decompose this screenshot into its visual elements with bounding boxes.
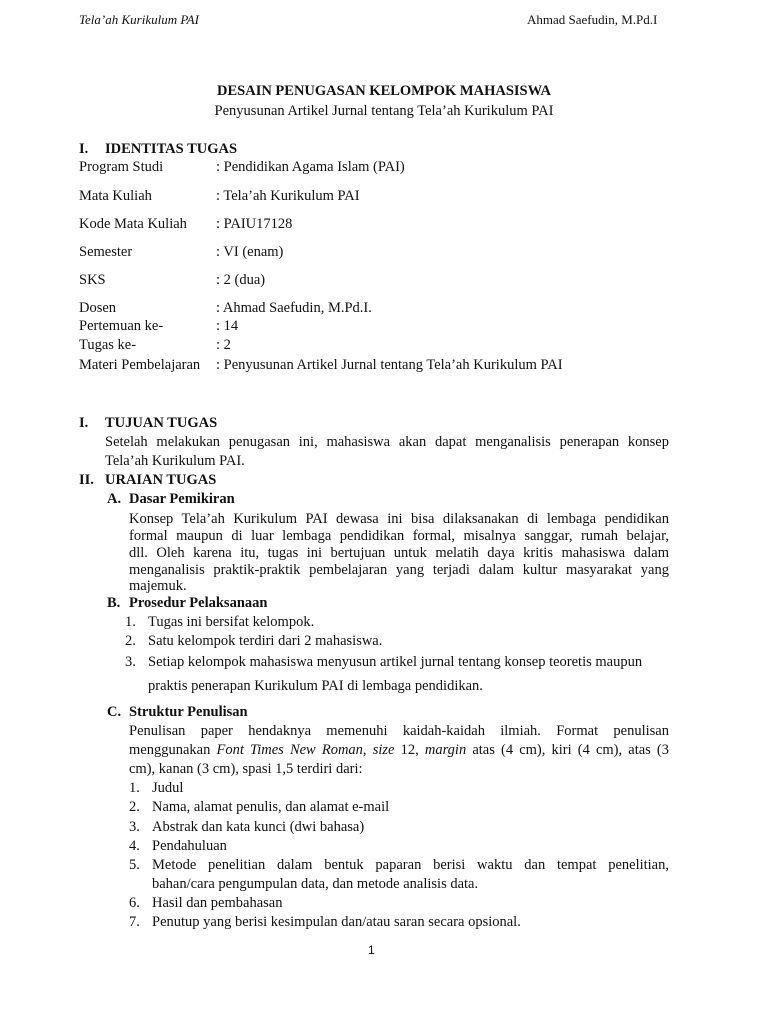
italic-margin-term: margin <box>424 742 467 758</box>
subsection-a-letter: A. <box>107 491 122 507</box>
list-item: Satu kelompok terdiri dari 2 mahasiswa. <box>148 633 383 649</box>
section-uraian-heading: URAIAN TUGAS <box>105 472 217 488</box>
section-uraian-number: II. <box>79 472 94 488</box>
identity-label: Dosen <box>79 300 117 316</box>
identity-value: : VI (enam) <box>216 244 284 260</box>
subsection-c-heading: Struktur Penulisan <box>129 704 248 720</box>
identity-label: SKS <box>79 272 106 288</box>
struktur-paragraph-line: Penulisan paper hendaknya memenuhi kaidah-kaidah ilmiah. Format penulisan <box>129 723 669 739</box>
subsection-b-heading: Prosedur Pelaksanaan <box>129 595 268 611</box>
header-left-title: Tela’ah Kurikulum PAI <box>79 12 199 27</box>
list-item: Pendahuluan <box>152 838 227 854</box>
list-item: Metode penelitian dalam bentuk paparan berisi waktu dan tempat penelitian, <box>152 857 669 873</box>
list-item-continuation: bahan/cara pengumpulan data, dan metode analisis data. <box>152 876 479 892</box>
dasar-paragraph-line: formal maupun di luar lembaga pendidikan formal, misalnya sanggar, rumah belajar, <box>129 528 669 544</box>
list-item-number: 1. <box>125 614 136 630</box>
subsection-b-letter: B. <box>107 595 121 611</box>
text-run: atas (4 cm), kiri (4 cm), atas (3 <box>466 742 670 758</box>
italic-font-spec: Font Times New Roman, size <box>216 742 395 758</box>
dasar-paragraph-line: majemuk. <box>129 578 187 594</box>
header-right-author: Ahmad Saefudin, M.Pd.I <box>527 12 658 27</box>
section-identitas-number: I. <box>79 141 89 157</box>
list-item-number: 1. <box>129 780 140 796</box>
identity-label: Kode Mata Kuliah <box>79 216 187 232</box>
identity-label: Program Studi <box>79 159 164 175</box>
list-item: Setiap kelompok mahasiswa menyusun artikel jurnal tentang konsep teoretis maupun <box>148 654 643 670</box>
identity-value: : Tela’ah Kurikulum PAI <box>216 188 360 204</box>
identity-label: Semester <box>79 244 133 260</box>
list-item-number: 7. <box>129 914 140 930</box>
list-item-number: 4. <box>129 838 140 854</box>
list-item: Hasil dan pembahasan <box>152 895 283 911</box>
identity-label: Pertemuan ke- <box>79 318 164 334</box>
page-number: 1 <box>368 943 375 957</box>
list-item-number: 3. <box>129 819 140 835</box>
struktur-paragraph-line: cm), kanan (3 cm), spasi 1,5 terdiri dari: <box>129 761 363 777</box>
list-item-number: 6. <box>129 895 140 911</box>
text-run: 12, <box>394 742 425 758</box>
list-item-number: 5. <box>129 857 140 873</box>
tujuan-paragraph-line: Setelah melakukan penugasan ini, mahasiswa akan dapat menganalisis penerapan konsep <box>105 434 669 450</box>
dasar-paragraph-line: dll. Oleh karena itu, tugas ini bertujuan untuk melatih daya kritis mahasiswa dalam <box>129 545 669 561</box>
list-item: Penutup yang berisi kesimpulan dan/atau saran secara opsional. <box>152 914 521 930</box>
identity-value: : Penyusunan Artikel Jurnal tentang Tela’ah Kurikulum PAI <box>216 357 563 373</box>
identity-value: : 2 <box>216 337 231 353</box>
section-identitas-heading: IDENTITAS TUGAS <box>105 141 238 157</box>
identity-label: Mata Kuliah <box>79 188 152 204</box>
list-item: Tugas ini bersifat kelompok. <box>148 614 315 630</box>
list-item: Nama, alamat penulis, dan alamat e-mail <box>152 799 390 815</box>
dasar-paragraph-line: Konsep Tela’ah Kurikulum PAI dewasa ini bisa dilaksanakan di lembaga pendidikan <box>129 511 669 527</box>
dasar-paragraph-line: menganalisis praktik-praktik pembelajaran yang terjadi dalam kultur masyarakat yang <box>129 562 669 578</box>
identity-label: Tugas ke- <box>79 337 137 353</box>
subsection-a-heading: Dasar Pemikiran <box>129 491 235 507</box>
list-item-number: 2. <box>125 633 136 649</box>
identity-value: : 2 (dua) <box>216 272 266 288</box>
list-item-continuation: praktis penerapan Kurikulum PAI di lembaga pendidikan. <box>148 678 483 694</box>
identity-value: : Pendidikan Agama Islam (PAI) <box>216 159 405 175</box>
document-subtitle: Penyusunan Artikel Jurnal tentang Tela’ah Kurikulum PAI <box>214 103 554 119</box>
document-title: DESAIN PENUGASAN KELOMPOK MAHASISWA <box>217 83 551 99</box>
identity-label: Materi Pembelajaran <box>79 357 201 373</box>
identity-value: : Ahmad Saefudin, M.Pd.I. <box>216 300 372 316</box>
text-run: menggunakan <box>129 742 217 758</box>
list-item-number: 2. <box>129 799 140 815</box>
struktur-paragraph-line <box>129 741 669 759</box>
section-tujuan-heading: TUJUAN TUGAS <box>105 415 218 431</box>
list-item: Judul <box>152 780 184 796</box>
section-tujuan-number: I. <box>79 415 89 431</box>
tujuan-paragraph-line: Tela’ah Kurikulum PAI. <box>105 453 245 469</box>
list-item-number: 3. <box>125 654 136 670</box>
list-item: Abstrak dan kata kunci (dwi bahasa) <box>152 819 365 835</box>
identity-value: : PAIU17128 <box>216 216 293 232</box>
subsection-c-letter: C. <box>107 704 122 720</box>
identity-value: : 14 <box>216 318 239 334</box>
